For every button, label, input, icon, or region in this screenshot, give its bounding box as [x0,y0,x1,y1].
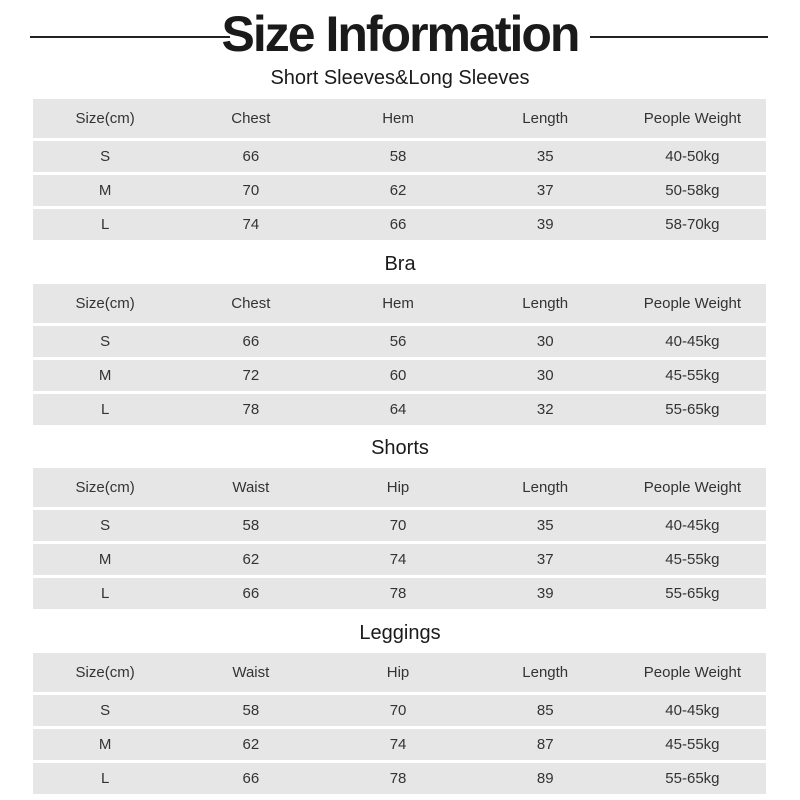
table-cell: S [100,148,111,165]
table-row [33,326,766,360]
size-table-bra [33,284,766,428]
header-cell: Hip [386,664,410,681]
table-cell: 78 [389,585,407,602]
table-row [33,360,766,394]
header-cell: Hem [382,110,414,127]
table-row [33,544,766,578]
page-title: Size Information [221,6,579,62]
header-cell: People Weight [643,295,742,312]
table-cell: 55-65kg [665,401,720,418]
table-row [33,394,766,428]
table-cell: 39 [536,216,554,233]
table-cell: 55-65kg [665,770,720,787]
table-cell: 37 [536,182,554,199]
table-cell: 55-65kg [665,585,720,602]
table-row [33,209,766,243]
header-cell: Length [522,295,569,312]
table-cell: 66 [242,148,260,165]
table-row [33,510,766,544]
header-cell: Chest [231,110,271,127]
header-cell: Hip [386,479,410,496]
header-cell: Waist [232,664,270,681]
section-title-leggings: Leggings [359,622,441,644]
table-cell: 72 [242,367,260,384]
header-cell: Length [522,664,569,681]
table-cell: 32 [536,401,554,418]
header-cell: Size(cm) [75,295,135,312]
header-cell: Length [522,479,569,496]
size-table-sleeves [33,99,766,243]
table-row [33,578,766,612]
table-cell: 58 [389,148,407,165]
table-row [33,175,766,209]
table-cell: 35 [536,148,554,165]
size-table-leggings [33,653,766,797]
size-table-shorts [33,468,766,612]
table-cell: 45-55kg [665,736,720,753]
section-title-shorts: Shorts [371,437,429,459]
table-cell: S [100,333,111,350]
header-cell: People Weight [643,479,742,496]
table-cell: 30 [536,367,554,384]
header-cell: People Weight [643,110,742,127]
table-cell: L [100,401,110,418]
table-cell: 56 [389,333,407,350]
table-cell: M [98,551,112,568]
table-cell: 30 [536,333,554,350]
table-cell: 62 [242,736,260,753]
table-header-row [33,468,766,510]
table-cell: 40-45kg [665,517,720,534]
table-cell: 78 [242,401,260,418]
header-cell: People Weight [643,664,742,681]
header-cell: Size(cm) [75,110,135,127]
table-cell: 70 [389,702,407,719]
table-cell: 87 [536,736,554,753]
table-cell: L [100,770,110,787]
table-cell: 45-55kg [665,551,720,568]
header-cell: Hem [382,295,414,312]
table-row [33,729,766,763]
table-cell: S [100,702,111,719]
table-cell: 62 [389,182,407,199]
table-cell: 74 [389,736,407,753]
table-cell: 60 [389,367,407,384]
title-row [0,0,800,70]
table-cell: 78 [389,770,407,787]
table-cell: 66 [242,770,260,787]
table-cell: M [98,736,112,753]
table-cell: 40-50kg [665,148,720,165]
table-cell: 58-70kg [665,216,720,233]
table-row [33,141,766,175]
table-cell: 37 [536,551,554,568]
table-cell: 66 [242,333,260,350]
section-title-sleeves: Short Sleeves&Long Sleeves [270,67,530,89]
table-row [33,695,766,729]
table-cell: 70 [389,517,407,534]
table-cell: 66 [242,585,260,602]
header-cell: Waist [232,479,270,496]
table-cell: 62 [242,551,260,568]
section-title-bra: Bra [384,253,416,275]
table-cell: 85 [536,702,554,719]
table-cell: 74 [242,216,260,233]
table-cell: S [100,517,111,534]
table-header-row [33,284,766,326]
table-cell: 35 [536,517,554,534]
title-divider-right [590,36,768,38]
table-cell: L [100,216,110,233]
header-cell: Chest [231,295,271,312]
table-cell: L [100,585,110,602]
table-header-row [33,99,766,141]
table-cell: 40-45kg [665,333,720,350]
table-cell: 74 [389,551,407,568]
table-cell: 50-58kg [665,182,720,199]
table-cell: 58 [242,517,260,534]
table-header-row [33,653,766,695]
table-cell: 45-55kg [665,367,720,384]
table-cell: 64 [389,401,407,418]
header-cell: Size(cm) [75,479,135,496]
header-cell: Size(cm) [75,664,135,681]
table-cell: 89 [536,770,554,787]
table-cell: 58 [242,702,260,719]
table-cell: 66 [389,216,407,233]
table-cell: M [98,182,112,199]
table-cell: M [98,367,112,384]
table-row [33,763,766,797]
table-cell: 39 [536,585,554,602]
header-cell: Length [522,110,569,127]
table-cell: 40-45kg [665,702,720,719]
table-cell: 70 [242,182,260,199]
